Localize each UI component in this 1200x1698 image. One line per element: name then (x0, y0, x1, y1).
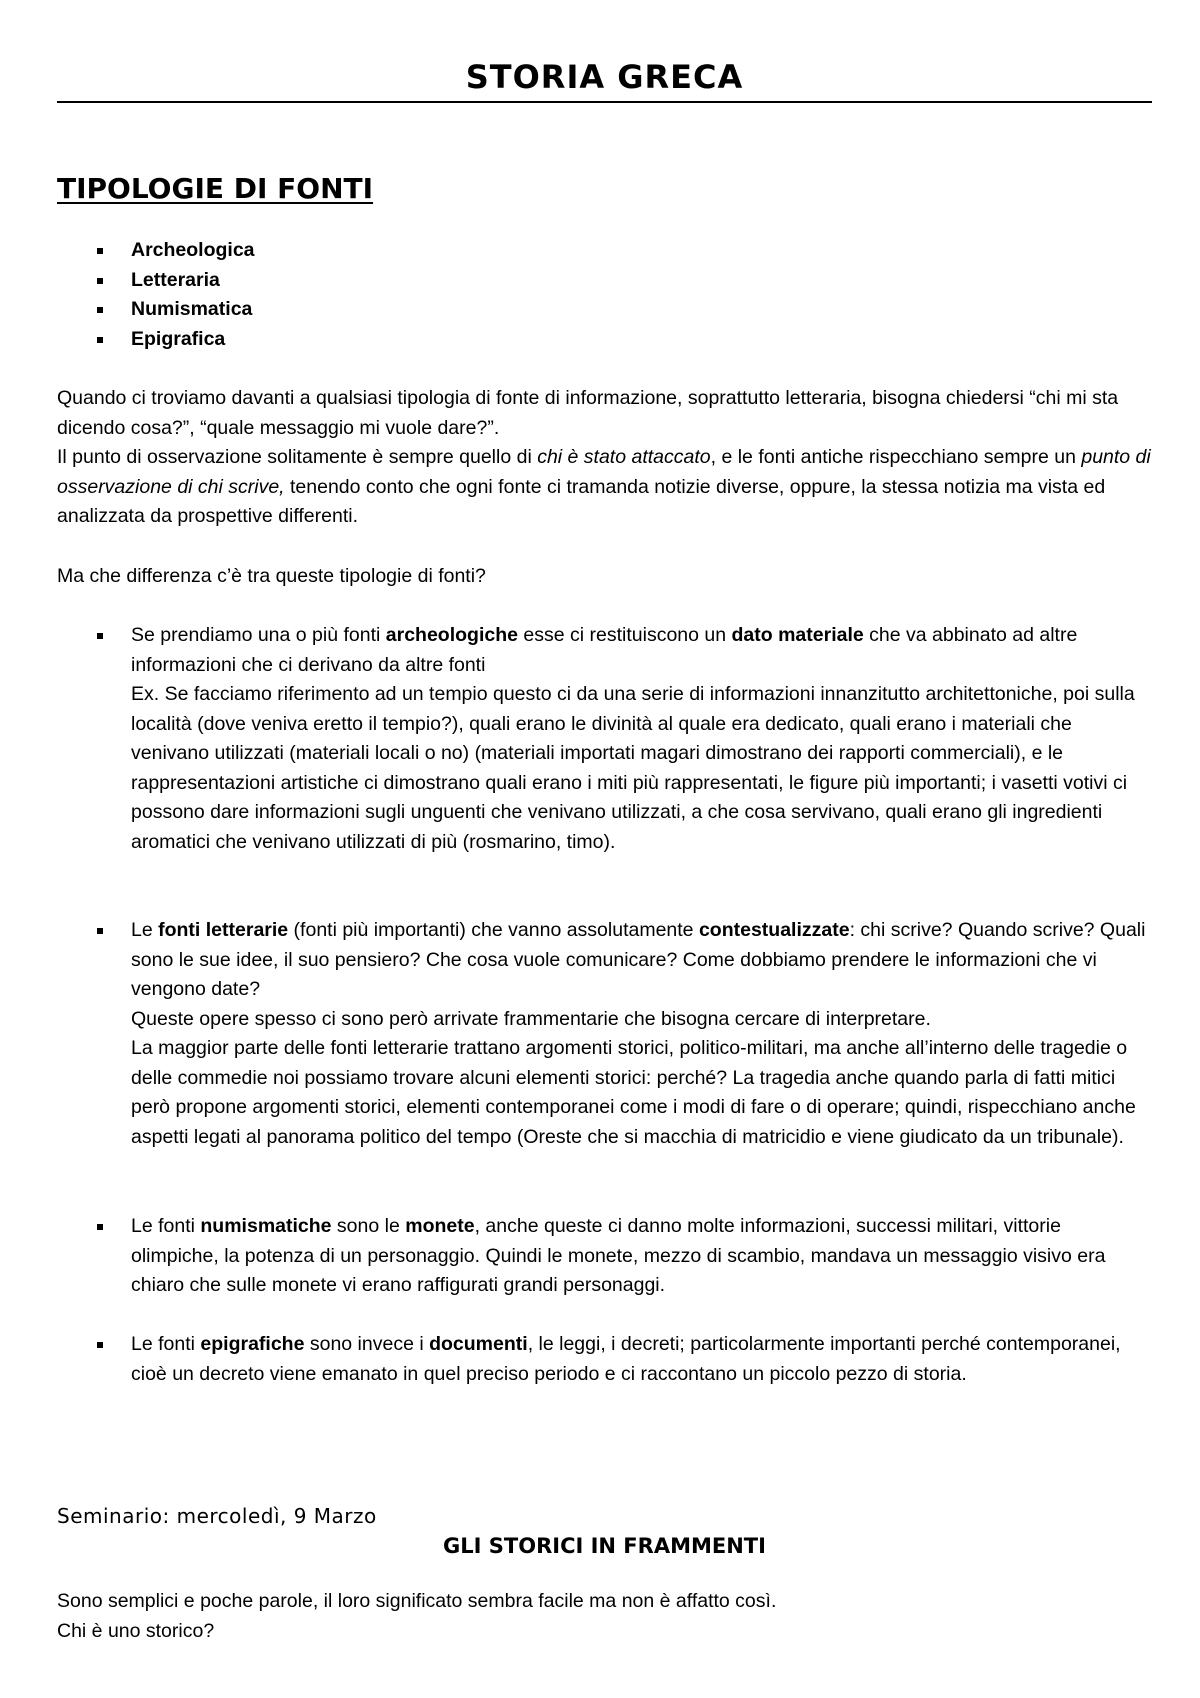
point-letteraria: Le fonti letterarie (fonti più importanti) che vanno assolutamente contestualizzate: chi scrive? Quando scrive? Quali sono le sue idee, il suo pensiero? Che cosa vuole comunicare? Come dobbiamo prendere le informazioni che vi vengono date? Queste opere spesso ci sono però arrivate frammentarie che bisogna cercare di interpretare. La maggior parte delle fonti letterarie trattano argomenti storici, politico-militari, ma anche all’interno delle tragedie o delle commedie noi possiamo trovare alcuni elementi storici: perché? La tragedia anche quando parla di fatti mitici però propone argomenti storici, elementi contemporanei come i modi di fare o di operare; quindi, rispecchiano anche aspetti legati al panorama politico del tempo (Oreste che si macchia di matricidio e viene giudicato da un tribunale). (57, 916, 1152, 1152)
intro-line-1: Quando ci troviamo davanti a qualsiasi tipologia di fonte di informazione, soprattutto letteraria, bisogna chiedersi “chi mi sta dicendo cosa?”, “quale messaggio mi vuole dare?”. (57, 387, 1119, 439)
list-item: Letteraria (57, 266, 255, 296)
list-item: Numismatica (57, 295, 255, 325)
section-heading: TIPOLOGIE DI FONTI (57, 172, 374, 205)
title-divider (57, 101, 1152, 103)
square-bullet-icon (97, 928, 103, 934)
point-epigrafica: Le fonti epigrafiche sono invece i documenti, le leggi, i decreti; particolarmente importanti perché contemporanei, cioè un decreto viene emanato in quel preciso periodo e ci raccontano un piccolo pezzo di storia. (57, 1330, 1152, 1389)
intro-paragraph (57, 384, 1152, 532)
point-archeologica: Se prendiamo una o più fonti archeologiche esse ci restituiscono un dato materiale che va abbinato ad altre informazioni che ci derivano da altre fonti Ex. Se facciamo riferimento ad un tempio questo ci da una serie di informazioni innanzitutto architettoniche, poi sulla località (dove veniva eretto il tempio?), quali erano le divinità al quale era dedicato, quali erano i materiali che venivano utilizzati (materiali locali o no) (materiali importati magari dimostrano dei rapporti commerciali), e le rappresentazioni artistiche ci dimostrano quali erano i miti più rappresentati, le figure più importanti; i vasetti votivi ci possono dare informazioni sugli unguenti che venivano utilizzati, a che cosa servivano, quali erano gli ingredienti aromatici che venivano utilizzati di più (rosmarino, timo). (57, 621, 1152, 857)
square-bullet-icon (97, 278, 103, 284)
source-types-list (57, 236, 255, 354)
list-item: Epigrafica (57, 325, 255, 355)
seminar-date: Seminario: mercoledì, 9 Marzo (57, 1504, 377, 1528)
intro-line-2: Il punto di osservazione solitamente è sempre quello di chi è stato attaccato, e le fonti antiche rispecchiano sempre un punto di osservazione di chi scrive, tenendo conto che ogni fonte ci tramanda notizie diverse, oppure, la stessa notizia ma vista ed analizzata da prospettive differenti. (57, 446, 1151, 527)
closing-paragraph: Sono semplici e poche parole, il loro significato sembra facile ma non è affatto così. Chi è uno storico? (57, 1590, 777, 1642)
square-bullet-icon (97, 633, 103, 639)
sub-heading: GLI STORICI IN FRAMMENTI (443, 1534, 766, 1558)
square-bullet-icon (97, 307, 103, 313)
square-bullet-icon (97, 337, 103, 343)
document-title: STORIA GRECA (465, 58, 744, 96)
square-bullet-icon (97, 1342, 103, 1348)
list-item: Archeologica (57, 236, 255, 266)
question-text: Ma che differenza c’è tra queste tipologie di fonti? (57, 565, 486, 587)
square-bullet-icon (97, 1224, 103, 1230)
point-numismatica: Le fonti numismatiche sono le monete, anche queste ci danno molte informazioni, successi militari, vittorie olimpiche, la potenza di un personaggio. Quindi le monete, mezzo di scambio, mandava un messaggio visivo era chiaro che sulle monete vi erano raffigurati grandi personaggi. (57, 1212, 1152, 1301)
square-bullet-icon (97, 248, 103, 254)
